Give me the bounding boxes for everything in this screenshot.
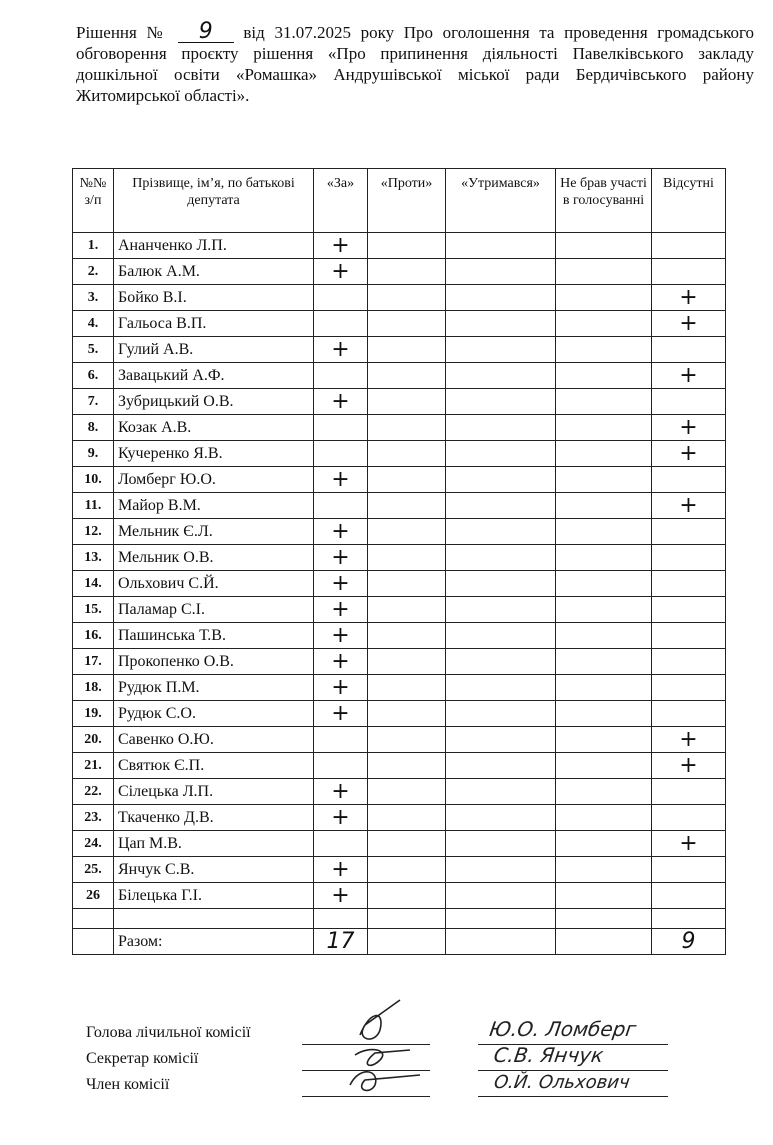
row-number: 1. [73,233,114,259]
table-row [73,233,726,259]
deputy-name: Цап М.В. [114,831,314,857]
row-number: 10. [73,467,114,493]
empty-cell [446,909,556,929]
vote-against-cell [368,441,446,467]
table-row [73,441,726,467]
not-voted-cell [556,493,652,519]
not-voted-cell [556,337,652,363]
deputy-name: Козак А.В. [114,415,314,441]
row-number: 7. [73,389,114,415]
vote-abstain-cell [446,675,556,701]
vote-against-cell [368,519,446,545]
absent-mark [652,857,726,883]
absent-mark [652,467,726,493]
empty-cell [73,909,114,929]
vote-abstain-cell [446,441,556,467]
not-voted-cell [556,389,652,415]
vote-for-mark [314,285,368,311]
total-abstain-cell [446,929,556,955]
vote-abstain-cell [446,857,556,883]
vote-abstain-cell [446,493,556,519]
deputy-name: Зубрицький О.В. [114,389,314,415]
row-number: 24. [73,831,114,857]
deputy-name: Білецька Г.І. [114,883,314,909]
deputy-name: Янчук С.В. [114,857,314,883]
col-absent: Відсутні [652,169,726,233]
vote-for-mark: + [314,233,368,259]
vote-against-cell [368,337,446,363]
absent-mark [652,779,726,805]
vote-abstain-cell [446,701,556,727]
absent-mark: + [652,415,726,441]
vote-abstain-cell [446,805,556,831]
table-row [73,285,726,311]
deputy-name: Святюк Є.П. [114,753,314,779]
vote-for-mark [314,311,368,337]
decision-number: 9 [198,19,213,44]
absent-mark [652,571,726,597]
table-row [73,545,726,571]
total-for: 17 [314,929,368,955]
absent-mark: + [652,831,726,857]
vote-for-mark: + [314,519,368,545]
absent-mark [652,337,726,363]
table-row [73,805,726,831]
handwritten-signatures [340,995,440,1105]
not-voted-cell [556,441,652,467]
deputy-name: Ананченко Л.П. [114,233,314,259]
vote-for-mark: + [314,337,368,363]
vote-abstain-cell [446,311,556,337]
col-not-voted: Не брав участі в голосуванні [556,169,652,233]
vote-for-mark: + [314,571,368,597]
not-voted-cell [556,883,652,909]
not-voted-cell [556,675,652,701]
not-voted-cell [556,701,652,727]
row-number: 23. [73,805,114,831]
deputy-name: Савенко О.Ю. [114,727,314,753]
table-row [73,259,726,285]
absent-mark: + [652,441,726,467]
absent-mark: + [652,493,726,519]
table-row [73,831,726,857]
absent-mark [652,597,726,623]
vote-for-mark: + [314,389,368,415]
vote-abstain-cell [446,389,556,415]
vote-for-mark: + [314,701,368,727]
vote-abstain-cell [446,727,556,753]
row-number: 15. [73,597,114,623]
decision-header [76,19,755,106]
vote-abstain-cell [446,519,556,545]
absent-mark [652,233,726,259]
row-number: 17. [73,649,114,675]
total-row [73,929,726,955]
total-not-voted-cell [556,929,652,955]
vote-against-cell [368,623,446,649]
row-number: 2. [73,259,114,285]
absent-mark [652,675,726,701]
absent-mark [652,649,726,675]
chair-label: Голова лічильної комісії [86,1024,251,1041]
not-voted-cell [556,571,652,597]
deputy-name: Кучеренко Я.В. [114,441,314,467]
vote-against-cell [368,649,446,675]
total-empty-cell [73,929,114,955]
vote-against-cell [368,597,446,623]
vote-for-mark: + [314,597,368,623]
deputy-name: Ломберг Ю.О. [114,467,314,493]
row-number: 4. [73,311,114,337]
row-number: 5. [73,337,114,363]
deputy-name: Пашинська Т.В. [114,623,314,649]
vote-against-cell [368,285,446,311]
table-row [73,883,726,909]
vote-against-cell [368,701,446,727]
total-against-cell [368,929,446,955]
row-number: 19. [73,701,114,727]
vote-for-mark [314,441,368,467]
deputy-name: Рудюк С.О. [114,701,314,727]
row-number: 14. [73,571,114,597]
not-voted-cell [556,623,652,649]
not-voted-cell [556,363,652,389]
absent-mark: + [652,311,726,337]
vote-against-cell [368,675,446,701]
vote-abstain-cell [446,285,556,311]
deputy-name: Гальоса В.П. [114,311,314,337]
deputy-name: Балюк А.М. [114,259,314,285]
row-number: 6. [73,363,114,389]
row-number: 22. [73,779,114,805]
not-voted-cell [556,727,652,753]
vote-for-mark: + [314,675,368,701]
table-row [73,389,726,415]
deputy-name: Мельник О.В. [114,545,314,571]
vote-against-cell [368,831,446,857]
deputy-name: Майор В.М. [114,493,314,519]
vote-abstain-cell [446,753,556,779]
row-number: 9. [73,441,114,467]
vote-for-mark [314,415,368,441]
vote-against-cell [368,493,446,519]
vote-abstain-cell [446,623,556,649]
signature-block [86,1020,251,1098]
vote-against-cell [368,857,446,883]
vote-abstain-cell [446,467,556,493]
vote-for-mark: + [314,779,368,805]
col-name: Прізвище, ім’я, по батькові депутата [114,169,314,233]
vote-against-cell [368,805,446,831]
vote-for-mark: + [314,857,368,883]
absent-mark [652,389,726,415]
empty-cell [556,909,652,929]
not-voted-cell [556,545,652,571]
not-voted-cell [556,779,652,805]
vote-for-mark: + [314,623,368,649]
deputy-name: Мельник Є.Л. [114,519,314,545]
table-row [73,675,726,701]
table-header-row [73,169,726,233]
vote-abstain-cell [446,337,556,363]
absent-mark: + [652,753,726,779]
vote-for-mark [314,363,368,389]
row-number: 11. [73,493,114,519]
deputy-name: Сілецька Л.П. [114,779,314,805]
absent-mark [652,883,726,909]
vote-abstain-cell [446,779,556,805]
vote-abstain-cell [446,545,556,571]
vote-against-cell [368,779,446,805]
decision-date: від 31.07.2025 року [243,23,395,42]
not-voted-cell [556,467,652,493]
vote-abstain-cell [446,259,556,285]
vote-for-mark: + [314,805,368,831]
deputy-name: Прокопенко О.В. [114,649,314,675]
table-row [73,467,726,493]
absent-mark [652,701,726,727]
vote-against-cell [368,233,446,259]
absent-mark: + [652,363,726,389]
table-row [73,623,726,649]
vote-against-cell [368,389,446,415]
row-number: 3. [73,285,114,311]
vote-abstain-cell [446,649,556,675]
empty-cell [114,909,314,929]
decision-subject: Про оголошення та проведення громадського обговорення проєкту рішення «Про припинення діяльності Павелківського закладу дошкільної освіти «Ромашка» Андрушівської міської ради Бердичівського району Житомирської області». [76,23,755,105]
vote-abstain-cell [446,415,556,441]
table-row [73,701,726,727]
vote-for-mark: + [314,545,368,571]
deputy-name: Гулий А.В. [114,337,314,363]
not-voted-cell [556,597,652,623]
vote-against-cell [368,571,446,597]
table-row [73,493,726,519]
voting-table [72,168,726,955]
table-row [73,727,726,753]
absent-mark [652,259,726,285]
vote-for-mark [314,727,368,753]
vote-against-cell [368,883,446,909]
vote-against-cell [368,311,446,337]
row-number: 25. [73,857,114,883]
not-voted-cell [556,649,652,675]
empty-cell [314,909,368,929]
secretary-handwritten-name: С.В. Янчук [492,1043,605,1067]
row-number: 18. [73,675,114,701]
total-absent: 9 [652,929,726,955]
vote-abstain-cell [446,831,556,857]
table-row [73,571,726,597]
not-voted-cell [556,259,652,285]
member-label: Член комісії [86,1076,170,1093]
vote-abstain-cell [446,571,556,597]
table-row [73,753,726,779]
table-row [73,311,726,337]
empty-row [73,909,726,929]
deputy-name: Рудюк П.М. [114,675,314,701]
vote-abstain-cell [446,233,556,259]
not-voted-cell [556,831,652,857]
row-number: 20. [73,727,114,753]
row-number: 12. [73,519,114,545]
col-number: №№ з/п [73,169,114,233]
vote-for-mark [314,831,368,857]
vote-against-cell [368,467,446,493]
empty-cell [368,909,446,929]
vote-abstain-cell [446,597,556,623]
vote-abstain-cell [446,883,556,909]
not-voted-cell [556,753,652,779]
vote-against-cell [368,753,446,779]
col-abstain: «Утримався» [446,169,556,233]
table-row [73,597,726,623]
decision-prefix: Рішення № [76,23,169,42]
total-label: Разом: [114,929,314,955]
col-against: «Проти» [368,169,446,233]
vote-for-mark: + [314,467,368,493]
not-voted-cell [556,311,652,337]
absent-mark [652,623,726,649]
absent-mark [652,805,726,831]
vote-for-mark: + [314,649,368,675]
deputy-name: Бойко В.І. [114,285,314,311]
row-number: 21. [73,753,114,779]
table-row [73,519,726,545]
vote-abstain-cell [446,363,556,389]
deputy-name: Паламар С.І. [114,597,314,623]
row-number: 26 [73,883,114,909]
vote-against-cell [368,727,446,753]
vote-against-cell [368,545,446,571]
empty-cell [652,909,726,929]
row-number: 16. [73,623,114,649]
absent-mark [652,545,726,571]
vote-against-cell [368,363,446,389]
vote-for-mark: + [314,259,368,285]
not-voted-cell [556,805,652,831]
row-number: 13. [73,545,114,571]
table-row [73,337,726,363]
table-row [73,415,726,441]
vote-for-mark [314,753,368,779]
deputy-name: Ольхович С.Й. [114,571,314,597]
not-voted-cell [556,519,652,545]
absent-mark: + [652,285,726,311]
col-for: «За» [314,169,368,233]
row-number: 8. [73,415,114,441]
not-voted-cell [556,285,652,311]
secretary-label: Секретар комісії [86,1050,199,1067]
table-row [73,363,726,389]
vote-for-mark: + [314,883,368,909]
not-voted-cell [556,415,652,441]
absent-mark [652,519,726,545]
not-voted-cell [556,233,652,259]
absent-mark: + [652,727,726,753]
deputy-name: Ткаченко Д.В. [114,805,314,831]
table-row [73,857,726,883]
vote-for-mark [314,493,368,519]
handwritten-names [488,1012,688,1102]
table-row [73,649,726,675]
vote-against-cell [368,415,446,441]
not-voted-cell [556,857,652,883]
table-row [73,779,726,805]
chair-handwritten-name: Ю.О. Ломберг [488,1017,638,1041]
vote-against-cell [368,259,446,285]
member-handwritten-name: О.Й. Ольхович [492,1072,632,1093]
deputy-name: Завацький А.Ф. [114,363,314,389]
